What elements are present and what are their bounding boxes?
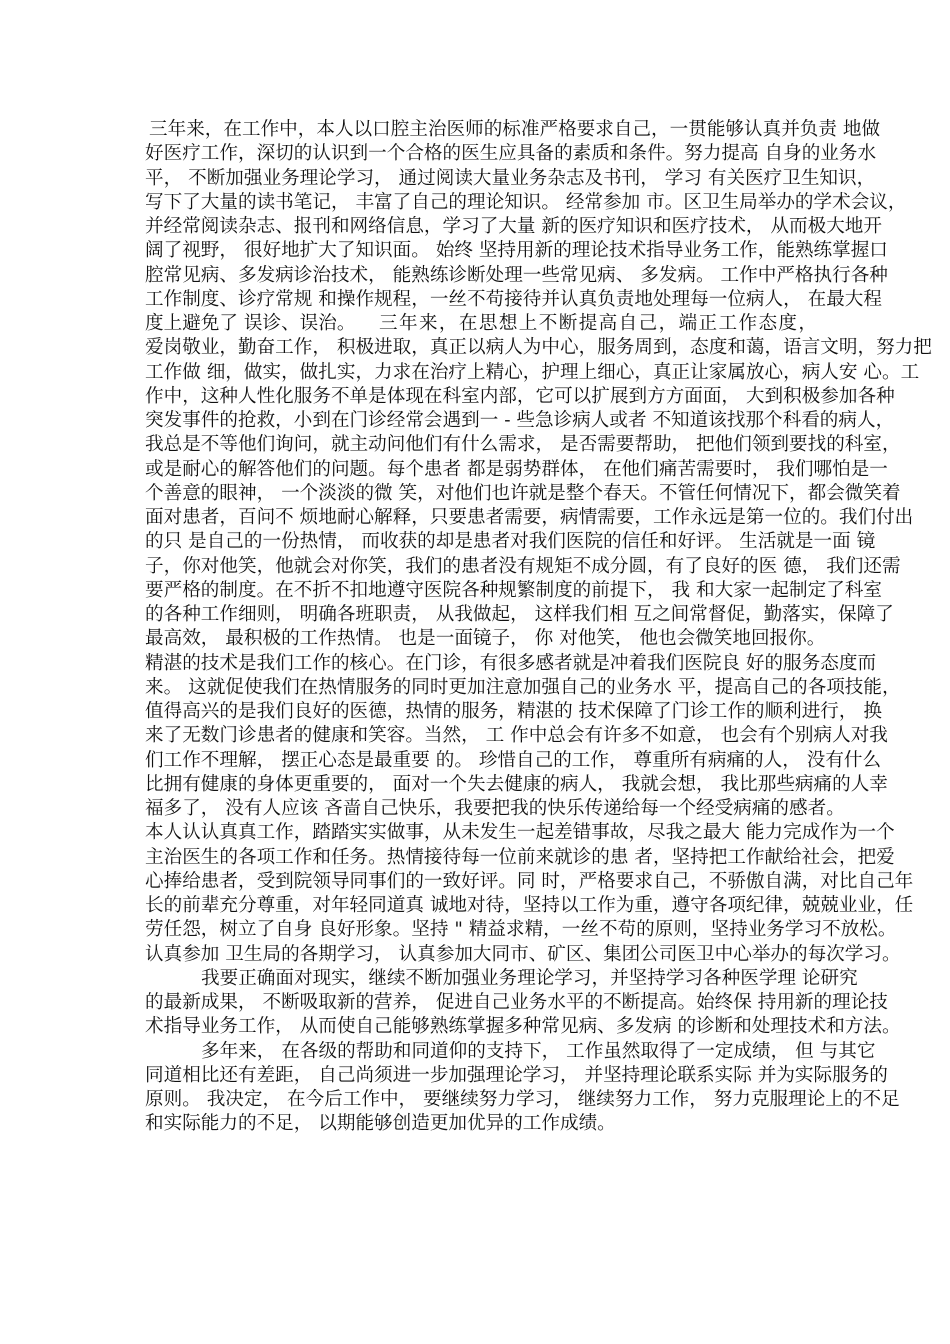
- text-line: 和实际能力的不足， 以期能够创造更加优异的工作成绩。: [145, 1113, 616, 1135]
- text-line: 来了无数门诊患者的健康和笑容。当然， 工 作中总会有许多不如意， 也会有个别病人对我: [145, 725, 888, 747]
- text-line: [145, 312, 817, 336]
- text-line: 最高效， 最积极的工作热情。 也是一面镜子， 你 对他笑， 他也会微笑地回报你。: [145, 628, 826, 650]
- text-line: 面对患者，百问不 烦地耐心解释，只要患者需要，病情需要，工作永远是第一位的。我们付出: [145, 507, 914, 528]
- text-line: 要严格的制度。在不折不扣地遵守医院各种规繁制度的前提下， 我 和大家一起制定了科室: [145, 579, 882, 601]
- text-line: 三年来，在工作中，本人以口腔主治医师的标准严格要求自己，一贯能够认真并负责 地做: [149, 119, 881, 140]
- text-line: 子，你对他笑，他就会对你笑，我们的患者没有规矩不成分圆，有了良好的医 德， 我们还需: [145, 555, 901, 577]
- text-line: 工作制度、诊疗常规 和操作规程，一丝不苟接待并认真负责地处理每一位病人， 在最大程: [145, 288, 882, 310]
- text-line: 本人认认真真工作，踏踏实实做事，从未发生一起差错事故，尽我之最大 能力完成作为一个: [145, 822, 895, 844]
- text-line: 写下了大量的读书笔记， 丰富了自己的理论知识。 经常参加 市。区卫生局举办的学术会议，: [145, 191, 907, 213]
- text-line: 平， 不断加强业务理论学习， 通过阅读大量业务杂志及书刊， 学习 有关医疗卫生知识，: [145, 167, 876, 189]
- text-line: 的各种工作细则， 明确各班职责， 从我做起， 这样我们相 互之间常督促，勤落实，保障了: [145, 604, 894, 625]
- text-line: 爱岗敬业，勤奋工作， 积极进取，真正以病人为中心，服务周到，态度和蔼，语言文明，努力把: [145, 337, 932, 359]
- text-line: 突发事件的抢救，小到在门诊经常会遇到一 - 些急诊病人或者 不知道该找那个科看的病人，: [145, 410, 895, 431]
- text-line: 个善意的眼神， 一个淡淡的微 笑，对他们也许就是整个春天。不管任何情况下，都会微笑着: [145, 482, 901, 504]
- text-line: 阔了视野， 很好地扩大了知识面。 始终 坚持用新的理论技术指导业务工作，能熟练掌握口: [145, 240, 888, 262]
- text-segment: 度上避免了 误诊、误治。: [145, 313, 356, 334]
- text-line: 原则。 我决定， 在今后工作中， 要继续努力学习， 继续努力工作， 努力克服理论上的不足: [145, 1089, 900, 1110]
- text-line: 好医疗工作，深切的认识到一个合格的医生应具备的素质和条件。努力提高 自身的业务水: [145, 143, 877, 165]
- text-line: 我要正确面对现实，继续不断加强业务理论学习，并坚持学习各种医学理 论研究: [201, 967, 858, 989]
- text-line: 福多了， 没有人应该 吝啬自己快乐，我要把我的快乐传递给每一个经受病痛的感者。: [145, 798, 845, 819]
- text-line: 精湛的技术是我们工作的核心。在门诊，有很多感者就是冲着我们医院良 好的服务态度而: [145, 652, 877, 674]
- text-segment: 三年来，在思想上不断提高自己，端正工作态度，: [379, 313, 817, 334]
- text-line: 或是耐心的解答他们的问题。每个患者 都是弱势群体， 在他们痛苦需要时， 我们哪怕是一: [145, 458, 888, 480]
- text-line: 并经常阅读杂志、报刊和网络信息，学习了大量 新的医疗知识和医疗技术， 从而极大地开: [145, 216, 882, 237]
- text-line: 我总是不等他们询问，就主动问他们有什么需求， 是否需要帮助， 把他们领到要找的科室，: [145, 434, 901, 456]
- text-line: 工作做 细，做实，做扎实，力求在治疗上精心，护理上细心，真正让家属放心，病人安 心。工: [145, 361, 920, 383]
- text-line: 认真参加 卫生局的各期学习， 认真参加大同市、矿区、集团公司医卫中心举办的每次学习。: [145, 943, 901, 965]
- text-line: 劳任怨，树立了自身 良好形象。坚持 " 精益求精，一丝不苟的原则，坚持业务学习不放松。: [145, 919, 897, 941]
- text-line: 的只 是自己的一份热情， 而收获的却是患者对我们医院的信任和好评。 生活就是一面 镜: [145, 531, 876, 553]
- text-line: 多年来， 在各级的帮助和同道仰的支持下， 工作虽然取得了一定成绩， 但 与其它: [201, 1040, 876, 1062]
- text-line: 的最新成果， 不断吸取新的营养， 促进自己业务水平的不断提高。始终保 持用新的理论技: [145, 992, 888, 1013]
- text-line: 术指导业务工作， 从而使自己能够熟练掌握多种常见病、多发病 的诊断和处理技术和方法。: [145, 1016, 901, 1038]
- text-line: 同道相比还有差距， 自己尚须进一步加强理论学习， 并坚持理论联系实际 并为实际服务的: [145, 1064, 888, 1086]
- document-body: [145, 118, 932, 1137]
- text-line: 们工作不理解， 摆正心态是最重要 的。 珍惜自己的工作， 尊重所有病痛的人， 没有什么: [145, 749, 882, 771]
- text-line: 值得高兴的是我们良好的医德，热情的服务，精湛的 技术保障了门诊工作的顺利进行， 换: [145, 701, 882, 722]
- text-line: 腔常见病、多发病诊治技术， 能熟练诊断处理一些常见病、 多发病。 工作中严格执行各种: [145, 264, 888, 286]
- text-line: 心捧给患者，受到院领导同事们的一致好评。同 时，严格要求自己，不骄傲自满，对比自己年: [145, 870, 914, 892]
- text-line: 长的前辈充分尊重，对年轻同道真 诚地对待，坚持以工作为重，遵守各项纪律，兢兢业业，任: [145, 895, 914, 916]
- text-line: 来。 这就促使我们在热情服务的同时更加注意加强自己的业务水 平，提高自己的各项技能，: [145, 676, 901, 698]
- text-line: 作中，这种人性化服务不单是体现在科室内部，它可以扩展到方方面面， 大到积极参加各种: [145, 385, 895, 407]
- text-line: 比拥有健康的身体更重要的， 面对一个失去健康的病人， 我就会想， 我比那些病痛的人幸: [145, 773, 888, 795]
- text-line: 主治医生的各项工作和任务。热情接待每一位前来就诊的患 者，坚持把工作献给社会，把爱: [145, 846, 895, 868]
